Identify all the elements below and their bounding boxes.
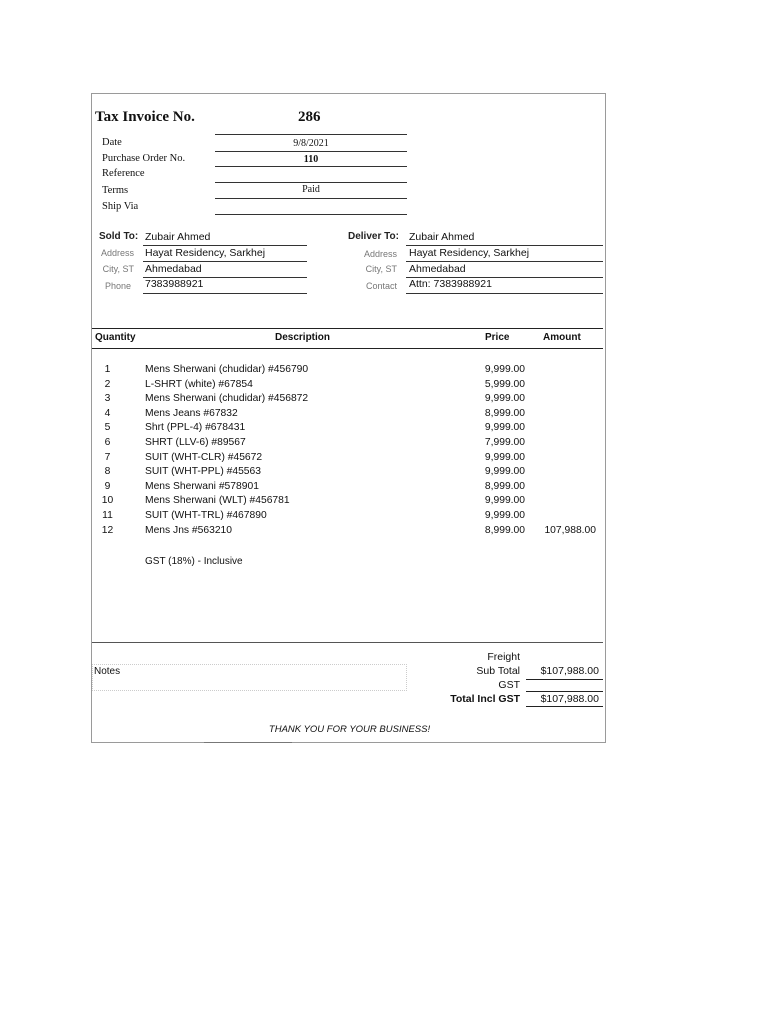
- divider: [215, 151, 407, 152]
- table-row: [92, 510, 607, 525]
- row-description: Mens Jns #563210: [145, 524, 233, 536]
- table-row: [92, 422, 607, 437]
- total-value: $107,988.00: [540, 693, 599, 705]
- table-row: [92, 481, 607, 496]
- field-label-shipvia: Ship Via: [102, 201, 139, 212]
- row-price: 5,999.00: [484, 378, 525, 390]
- row-qty: 3: [104, 393, 111, 405]
- row-price: 8,999.00: [484, 480, 525, 492]
- sold-to-phone-label: Phone: [104, 281, 131, 291]
- divider: [143, 245, 307, 246]
- row-description: SUIT (WHT-TRL) #467890: [145, 510, 267, 521]
- row-description: SHRT (LLV-6) #89567: [145, 437, 246, 448]
- divider: [406, 261, 603, 262]
- row-qty: 2: [104, 378, 111, 390]
- row-amount: 107,988.00: [544, 524, 596, 536]
- field-label-reference: Reference: [102, 168, 145, 179]
- gst-note: GST (18%) - Inclusive: [145, 556, 243, 567]
- table-top-rule: [92, 328, 603, 329]
- row-qty: 8: [104, 466, 111, 478]
- table-row: [92, 379, 607, 394]
- divider: [406, 245, 603, 246]
- field-value-date: 9/8/2021: [293, 138, 329, 149]
- row-price: 9,999.00: [484, 466, 525, 478]
- row-price: 9,999.00: [484, 495, 525, 507]
- divider: [215, 198, 407, 199]
- divider: [526, 679, 603, 680]
- divider: [526, 691, 603, 692]
- deliver-to-contact-label: Contact: [365, 281, 397, 291]
- row-qty: 1: [104, 364, 111, 375]
- divider: [215, 134, 407, 135]
- deliver-to-address: Hayat Residency, Sarkhej: [409, 247, 530, 259]
- row-qty: 7: [104, 451, 111, 463]
- col-header-description: Description: [275, 332, 331, 343]
- row-description: Mens Sherwani #578901: [145, 480, 259, 492]
- field-value-terms: Paid: [302, 184, 320, 195]
- deliver-to-city: Ahmedabad: [409, 263, 466, 275]
- table-row: [92, 437, 607, 452]
- sold-to-address-label: Address: [100, 248, 134, 258]
- row-description: L-SHRT (white) #67854: [145, 378, 253, 390]
- subtotal-label: Sub Total: [476, 665, 520, 677]
- divider: [215, 182, 407, 183]
- invoice-page: [91, 93, 606, 743]
- divider: [526, 706, 603, 707]
- table-bottom-rule: [92, 642, 603, 643]
- row-qty: 12: [101, 524, 114, 536]
- invoice-number: 286: [298, 109, 321, 125]
- table-row: [92, 495, 607, 510]
- row-description: Mens Sherwani (WLT) #456781: [145, 495, 290, 507]
- divider: [143, 293, 307, 294]
- row-qty: 5: [104, 422, 111, 434]
- table-row: [92, 466, 607, 481]
- col-header-quantity: Quantity: [95, 332, 136, 343]
- sold-to-city-label: City, ST: [102, 264, 134, 274]
- deliver-to-city-label: City, ST: [365, 264, 397, 274]
- divider: [215, 214, 407, 215]
- row-description: SUIT (WHT-PPL) #45563: [145, 466, 261, 478]
- field-label-date: Date: [102, 137, 122, 148]
- table-row: [92, 452, 607, 467]
- sold-to-phone: 7383988921: [145, 278, 204, 290]
- row-price: 8,999.00: [484, 524, 525, 536]
- row-qty: 10: [101, 495, 114, 507]
- table-row: [92, 525, 607, 540]
- row-qty: 9: [104, 480, 111, 492]
- table-row: [92, 364, 607, 379]
- sold-to-address: Hayat Residency, Sarkhej: [145, 247, 266, 259]
- subtotal-value: $107,988.00: [540, 665, 599, 677]
- divider: [143, 261, 307, 262]
- row-description: Mens Jeans #67832: [145, 407, 238, 419]
- invoice-title: Tax Invoice No.: [95, 109, 195, 125]
- sold-to-name: Zubair Ahmed: [145, 231, 211, 243]
- deliver-to-label: Deliver To:: [348, 231, 399, 242]
- deliver-to-contact: Attn: 7383988921: [409, 278, 492, 290]
- row-description: SUIT (WHT-CLR) #45672: [145, 451, 263, 463]
- field-label-terms: Terms: [102, 185, 129, 196]
- divider: [215, 166, 407, 167]
- sold-to-label: Sold To:: [99, 231, 139, 242]
- row-price: 9,999.00: [484, 510, 525, 521]
- row-description: Mens Sherwani (chudidar) #456790: [145, 364, 309, 375]
- row-price: 9,999.00: [484, 451, 525, 463]
- field-label-po: Purchase Order No.: [102, 153, 186, 164]
- freight-label: Freight: [487, 651, 520, 663]
- thank-you-message: THANK YOU FOR YOUR BUSINESS!: [268, 724, 431, 735]
- gst-label: GST: [498, 679, 520, 691]
- table-row: [92, 408, 607, 423]
- field-value-po: 110: [303, 154, 319, 165]
- row-price: 8,999.00: [484, 407, 525, 419]
- row-price: 9,999.00: [484, 422, 525, 434]
- page-edge-mark: [204, 742, 292, 743]
- divider: [406, 293, 603, 294]
- row-description: Shrt (PPL-4) #678431: [145, 422, 246, 434]
- total-label: Total Incl GST: [450, 693, 520, 705]
- deliver-to-address-label: Address: [363, 249, 397, 259]
- row-price: 7,999.00: [484, 437, 525, 448]
- row-price: 9,999.00: [484, 393, 525, 405]
- col-header-price: Price: [485, 332, 510, 343]
- row-qty: 11: [102, 510, 113, 521]
- row-qty: 4: [104, 407, 111, 419]
- sold-to-city: Ahmedabad: [145, 263, 202, 275]
- notes-label: Notes: [94, 666, 121, 677]
- row-price: 9,999.00: [484, 364, 525, 375]
- table-row: [92, 393, 607, 408]
- table-header-rule: [92, 348, 603, 349]
- col-header-amount: Amount: [543, 332, 581, 343]
- deliver-to-name: Zubair Ahmed: [409, 231, 475, 243]
- row-description: Mens Sherwani (chudidar) #456872: [145, 393, 309, 405]
- row-qty: 6: [104, 437, 111, 448]
- notes-box: [92, 664, 407, 691]
